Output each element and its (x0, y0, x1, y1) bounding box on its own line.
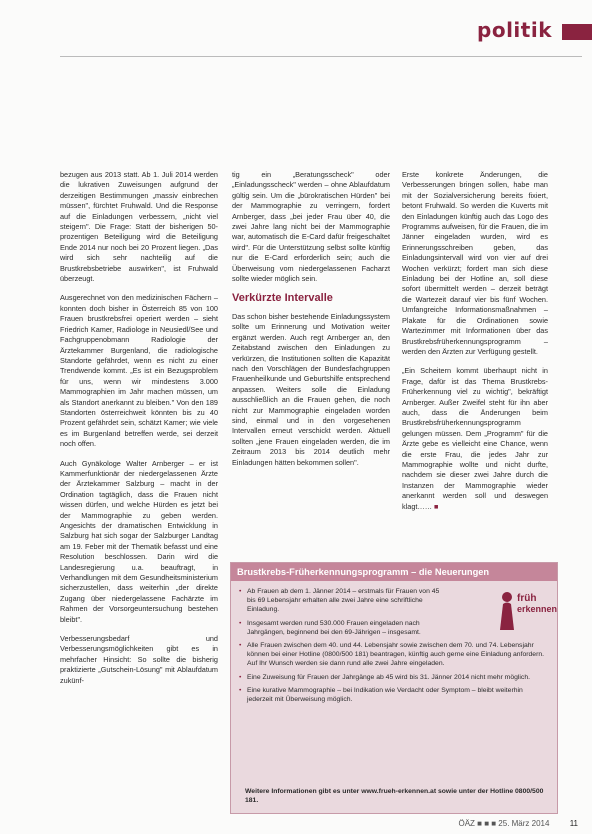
section-marker (562, 24, 592, 40)
page-footer (458, 819, 578, 828)
paragraph (402, 366, 548, 512)
section-title: politik (477, 18, 552, 42)
page-number: 11 (569, 819, 578, 828)
paragraph: Auch Gynäkologe Walter Arnberger – er ist Kammerfunktionär der niedergelassenen Ärzte der Ärztekammer Salzburg – macht in der Ordination tagtäglich, dass die Frauen nicht wissen dürfen, und welche Hürden es jetzt bei der Mammographie zu geben werden. Angesichts der dramatischen Entwicklung in Salzburg hat sich sogar der Salzburger Landtag am 19. Feber mit der Thematik befasst und eine Resolution beschlossen. Darin wird die Landesregierung u.a. beauftragt, in Verhandlungen mit dem Gesundheitsministerium sicherzustellen, dass weiterhin „der direkte Zugang über niedergelassene Fachärzte im Rahmen der Vorsorgeuntersuchung bestehen bleibt". (60, 458, 218, 624)
logo-text-line1: früh (517, 593, 537, 604)
list-item: • Ab Frauen ab dem 1. Jänner 2014 – erstmals für Frauen von 45 bis 69 Lebensjahr erhalten alle zwei Jahre eine schriftliche Einladung. (247, 587, 447, 615)
paragraph: tig ein „Beratungsscheck" oder „Einladungsscheck" werden – ohne Ablaufdatum gültig sein. Um die „bürokratischen Hürden" bei der Mammographie zu verringern, fordert Arnberger, dass „bei jeder Frau über 40, die zwei Jahre lang nicht bei der Mammographie war, automatisch die E-Card dafür freigeschaltet wird". Für die Unterstützung selbst sollte künftig nur die E-Card erforderlich sein; auch die Überweisung vom niedergelassenen Facharzt sollte wieder möglich sein. (232, 170, 390, 284)
section-header (392, 18, 592, 44)
list-item: • Alle Frauen zwischen dem 40. und 44. Lebensjahr sowie zwischen dem 70. und 74. Lebensjahr können bei einer Hotline (0800/500 181) beantragen, künftig auch gerne eine Einladung anfordern. Auf Ihr Wunsch werden sie dann rund alle zwei Jahre eingeladen. (247, 641, 549, 669)
column-2 (232, 170, 390, 477)
paragraph: Verbesserungsbedarf und Verbesserungsmöglichkeiten gibt es in mehrfacher Hinsicht: So sollte die bisherig praktizierte „Gutschein-Lösung" mit Ablaufdatum zukünf- (60, 634, 218, 685)
paragraph: Erste konkrete Änderungen, die Verbesserungen bringen sollen, habe man mit der Sozialversicherung bereits fixiert, betont Fruhwald. So werden die Kuverts mit den Einladungen künftig auch das Logo des Programms aufweisen, für die Frauen, die im Jänner eingeladen wurden, wird es Erinnerungsschreiben geben, das Einladungsintervall wird von vier auf drei Wochen verkürzt; fordert man sich diese Einladung bei der Hotline an, soll diese sofort übermittelt werden – derzeit beträgt die Wartezeit darauf vier bis fünf Wochen. Umfangreiche Informationsmaßnahmen – Plakate für die Ordinationen sowie Wartezimmer mit Informationen über das Brustkrebsfrüherkennungsprogramm – werden den Ärzten zur Verfügung gestellt. (402, 170, 548, 356)
logo-text-line2: erkennen (517, 604, 558, 614)
program-logo (495, 588, 558, 636)
paragraph: Das schon bisher bestehende Einladungssystem sollte um Erinnerung und Motivation weiter ergänzt werden. Auch regt Arnberger an, den Zeitabstand zwischen den Einladungen zu verkürzen, die Institutionen sollten die Kapazität nach den Vorschlägen der Bundesfachgruppen Frauenheilkunde und Geburtshilfe entsprechend anpassen. Weiters solle die Einladung ausschließlich an die Frauen gehen, die noch nicht zur Mammographie eingeladen worden sind, einmal und in den vorgesehenen Intervallen erneut verschickt werden. Aktuell sollten „jene Frauen eingeladen werden, die im Zeitraum 2013 bis 2014 deutlich mehr Einladungen hätten bekommen sollen". (232, 311, 390, 467)
info-box-footer: Weitere Informationen gibt es unter www.frueh-erkennen.at sowie unter der Hotline 0800/500 181. (245, 788, 544, 805)
paragraph: Ausgerechnet von den medizinischen Fächern – konnten doch bisher in Österreich 85 von 100 Frauen brustkrebsfrei operiert werden – sieht Friedrich Kamer, Radiologe in Neusiedl/See und Fachgruppenobmann Radiologie der Ärztekammer Burgenland, die radiologische Standorte gefährdet, wenn es nicht zu einer Trendwende kommt. „Es ist ein Bezugsproblem für uns, wenn wir mindestens 3.000 Mammographien im Jahr machen müssen, um als Standort anerkannt zu bleiben." Von den 189 Standorten österreichweit könnten bis zu 40 Prozent gefährdet sein, schätzt Kamer; wie viele es im Burgenland betreffen werde, sei derzeit noch offen. (60, 293, 218, 449)
list-item: • Insgesamt werden rund 530.000 Frauen eingeladen nach Jahrgängen, beginnend bei den 69-Jährigen – insgesamt. (247, 619, 447, 637)
paragraph: bezugen aus 2013 statt. Ab 1. Juli 2014 werden die lukrativen Zuweisungen aufgrund der derzeitigen Bestimmungen „massiv einbrechen müssen", fürchtet Fruhwald. Und die Response auf die Einladungen verbessern, „nicht viel steigern". Die Frage: Statt der bisherigen 50-prozentigen Beteiligung wird die Beteiligung Ende 2014 nur noch bei 20 Prozent liegen. „Das wird sich sehr nachteilig auf die Brustkrebsbetriebe auswirken", ist Fruhwald überzeugt. (60, 170, 218, 284)
column-1 (60, 170, 218, 695)
end-mark: ■ (434, 501, 439, 511)
subheading: Verkürzte Intervalle (232, 292, 333, 305)
footer-text: ÖÄZ ■ ■ ■ 25. März 2014 (458, 819, 550, 828)
paragraph-text: „Ein Scheitern kommt überhaupt nicht in Frage, dafür ist das Thema Brustkrebs-Früherkennung viel zu wichtig", bekräftigt Arnberger. Außer Zweifel steht für ihn aber auch, dass die Änderungen beim Brustkrebsfrüherkennungsprogramm gelungen müssen. Dem „Programm" für die Ärzte gebe es vielleicht eine Chance, wenn die erste Frau, die jedes Jahr zur Mammographie wollte und nicht durfte, nachdem sie dieser zwei Jahre durch die Instanzen der Mammographie wieder anerkannt werden soll und deswegen klagt…… (402, 366, 548, 511)
woman-figure-icon (497, 590, 517, 630)
header-rule (60, 56, 582, 57)
column-3 (402, 170, 548, 521)
list-item: • Eine Zuweisung für Frauen der Jahrgänge ab 45 wird bis 31. Jänner 2014 nicht mehr möglich. (247, 673, 549, 682)
info-box (230, 562, 558, 814)
list-item: • Eine kurative Mammographie – bei Indikation wie Verdacht oder Symptom – bleibt weiterhin jederzeit mit Überweisung möglich. (247, 686, 549, 704)
info-box-heading: Brustkrebs-Früherkennungsprogramm – die Neuerungen (231, 563, 557, 581)
